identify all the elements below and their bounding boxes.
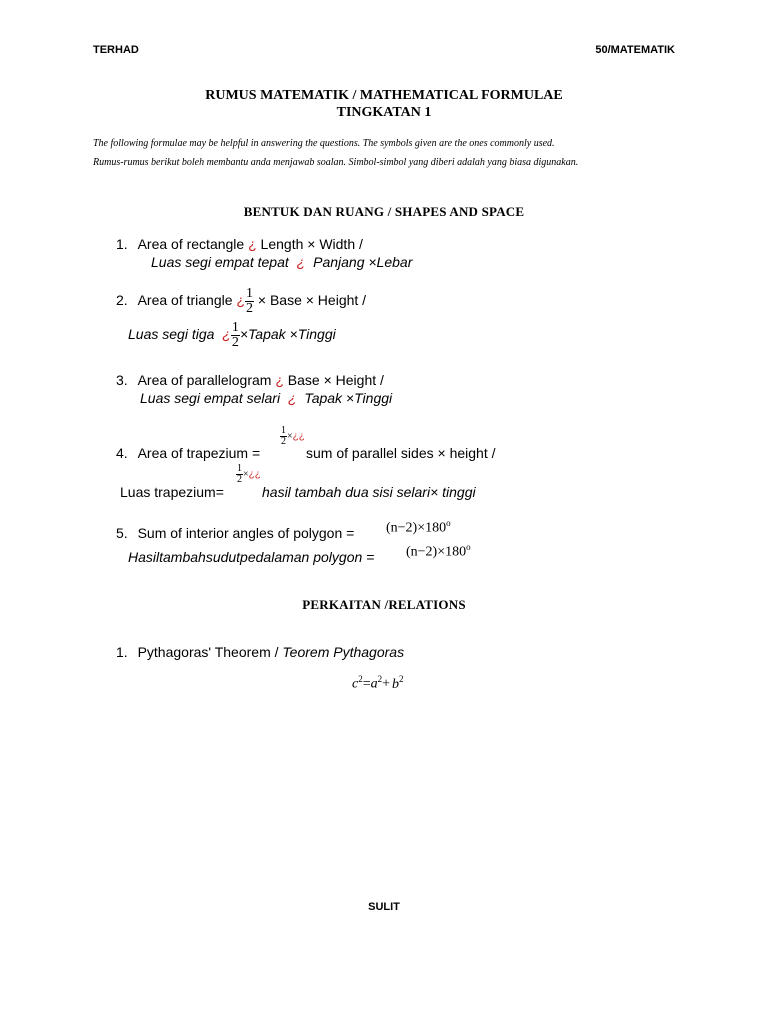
header-right: 50/MATEMATIK — [595, 44, 675, 56]
polygon-formula-en: $(n-2)\times 180^o$ — [386, 518, 451, 536]
item-label: Area of parallelogram — [137, 372, 272, 388]
item-number: 4. — [116, 445, 128, 461]
shapes-item-4-ms-label: Luas trapezium= — [120, 484, 224, 500]
item-label-ms: Luas segi empat tepat — [151, 254, 289, 270]
header-left: TERHAD — [93, 44, 139, 56]
item-label: Area of rectangle — [137, 236, 245, 252]
shapes-item-2-en — [116, 287, 366, 316]
item-formula: × Base × Height / — [257, 292, 367, 309]
section-heading-shapes: BENTUK DAN RUANG / SHAPES AND SPACE — [243, 204, 525, 219]
item-formula-ms: Tapak ×Tinggi — [304, 390, 393, 406]
intro-malay: Rumus-rumus berikut boleh membantu anda menjawab soalan. Simbol-simbol yang diberi adalah yang biasa digunakan. — [93, 157, 579, 168]
item-label-ms: Luas segi tiga — [128, 326, 215, 343]
fraction-half: $\frac{1}{2}$ — [231, 320, 239, 350]
item-number: 5. — [116, 525, 128, 541]
item-number: 3. — [116, 372, 128, 388]
glyph-mark: ¿ — [222, 326, 231, 343]
section-heading-relations: PERKAITAN /RELATIONS — [302, 597, 466, 612]
glyph-mark: ¿ — [296, 254, 306, 270]
fraction-half: $\frac{1}{2}$ — [281, 425, 286, 447]
glyph-mark: ¿ — [236, 292, 245, 309]
intro-english: The following formulae may be helpful in answering the questions. The symbols given are the ones commonly used. — [93, 138, 555, 149]
item-number: 1. — [116, 236, 128, 252]
item-formula-ms: Panjang ×Lebar — [313, 254, 413, 270]
item-label: Area of trapezium = — [137, 445, 261, 461]
shapes-item-1-ms — [151, 254, 412, 270]
item-number: 1. — [116, 644, 128, 660]
trapezium-fraction-ms — [236, 464, 261, 485]
shapes-item-5-en — [116, 525, 354, 541]
shapes-item-1-en — [116, 236, 363, 252]
item-label-ms: Luas segi empat selari — [140, 390, 281, 406]
trapezium-fraction-en — [280, 426, 305, 447]
page-subtitle: TINGKATAN 1 — [336, 105, 432, 120]
page-title: RUMUS MATEMATIK / MATHEMATICAL FORMULAE — [205, 88, 563, 103]
shapes-item-3-en — [116, 372, 384, 388]
fraction-half: $\frac{1}{2}$ — [237, 463, 242, 485]
glyph-mark: ¿¿ — [292, 431, 305, 442]
glyph-mark: ¿ — [287, 390, 297, 406]
times-sign: × — [243, 469, 249, 480]
polygon-formula-ms: $(n-2)\times 180^o$ — [406, 542, 471, 560]
item-label-ms: Teorem Pythagoras — [282, 644, 405, 660]
glyph-mark: ¿ — [275, 372, 284, 388]
item-formula: Base × Height / — [287, 372, 384, 388]
item-formula: Length × Width / — [260, 236, 363, 252]
pythagoras-formula: $c^2=a^2+ b^2$ — [352, 674, 404, 692]
fraction-half: $\frac{1}{2}$ — [245, 286, 253, 316]
shapes-item-2-ms — [128, 321, 336, 350]
item-label: Sum of interior angles of polygon = — [137, 525, 355, 541]
item-label: Area of triangle — [137, 292, 233, 309]
trapezium-formula-ms: hasil tambah dua sisi selari× tinggi — [262, 484, 476, 500]
item-label: Pythagoras' Theorem / — [137, 644, 279, 660]
item-formula-ms: ×Tapak ×Tinggi — [239, 326, 336, 343]
times-sign: × — [287, 431, 293, 442]
glyph-mark: ¿ — [248, 236, 257, 252]
relations-item-1 — [116, 644, 404, 660]
shapes-item-4-en — [116, 445, 260, 461]
footer-label: SULIT — [368, 901, 400, 913]
item-number: 2. — [116, 292, 128, 309]
shapes-item-3-ms — [140, 390, 392, 406]
glyph-mark: ¿¿ — [248, 469, 261, 480]
shapes-item-5-ms: Hasiltambahsudutpedalaman polygon = — [128, 549, 375, 565]
trapezium-formula-en: sum of parallel sides × height / — [306, 445, 496, 461]
